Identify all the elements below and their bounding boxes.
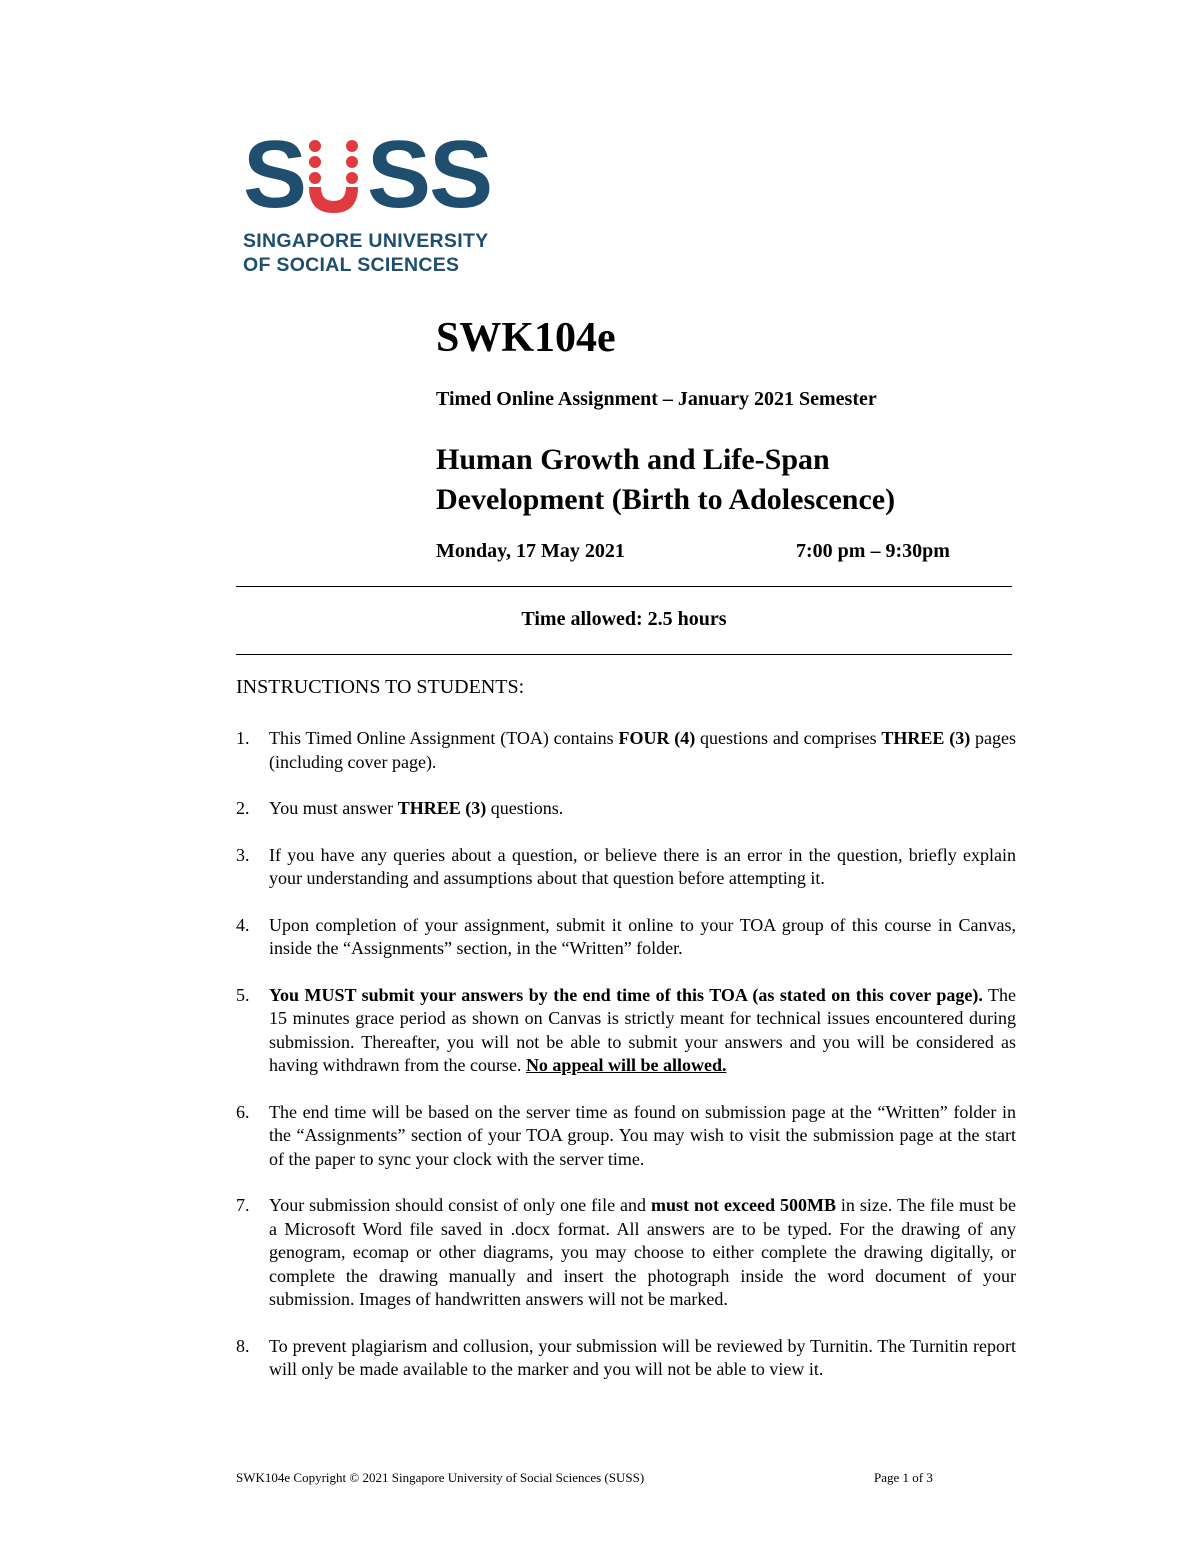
instruction-number: 6. [236,1101,250,1122]
instruction-item [236,984,1016,1078]
logo-subtitle-line2: OF SOCIAL SCIENCES [243,254,460,276]
instruction-item [236,1335,1016,1382]
instruction-emphasis: THREE (3) [881,728,971,748]
instruction-text: The end time will be based on the server time as found on submission page at the “Written” folder in the “Assignments” section of your TOA group. You may wish to visit the submission page at the start of the paper to sync your clock with the server time. [269,1101,1016,1169]
footer-page-number: Page 1 of 3 [874,1470,933,1485]
instruction-text: This Timed Online Assignment (TOA) contains [269,728,619,748]
instruction-item [236,727,1016,774]
exam-time: 7:00 pm – 9:30pm [796,540,950,562]
instruction-text: The 15 minutes grace period as shown on Canvas is strictly meant for technical issues encountered during submission. Thereafter, you will not be able to submit your answers and you will be considered as having withdrawn from the course. [269,984,1016,1075]
instruction-text: Your submission should consist of only one file and [269,1195,652,1215]
divider-top [236,586,1012,587]
exam-date: Monday, 17 May 2021 [436,540,625,562]
instruction-emphasis: FOUR (4) [618,728,696,748]
instruction-number: 8. [236,1335,250,1356]
course-title [436,440,895,520]
instruction-item [236,1101,1016,1172]
logo-letter-s3: S [429,121,492,228]
instruction-number: 5. [236,984,250,1005]
course-title-line2: Development (Birth to Adolescence) [436,483,896,516]
instruction-emphasis: must not exceed 500MB [651,1195,836,1215]
suss-logo [243,121,513,276]
instructions-list [236,727,1016,1405]
instruction-emphasis: No appeal will be allowed. [525,1055,727,1075]
instructions-heading: INSTRUCTIONS TO STUDENTS: [236,676,525,698]
instruction-text: To prevent plagiarism and collusion, your submission will be reviewed by Turnitin. The Turnitin report will only be made available to the marker and you will not be able to view it. [269,1335,1016,1379]
instruction-text: questions. [486,798,564,818]
instruction-text: in size. The file must be a Microsoft Word file saved in .docx format. All answers are to be typed. For the drawing of any genogram, ecomap or other diagrams, you may choose to either complete the drawing digitally, or complete the drawing manually and insert the photograph inside the word document of your submission. Images of handwritten answers will not be marked. [269,1195,1016,1309]
instruction-text: pages (including cover page). [269,728,1016,772]
logo-letter-s2: S [367,121,430,228]
instruction-number: 3. [236,844,250,865]
instruction-text: Upon completion of your assignment, submit it online to your TOA group of this course in Canvas, inside the “Assignments” section, in the “Written” folder. [269,914,1016,958]
logo-wordmark [243,121,513,228]
instruction-item [236,1194,1016,1312]
assignment-semester: Timed Online Assignment – January 2021 Semester [436,388,877,410]
instruction-item [236,914,1016,961]
instruction-number: 4. [236,914,250,935]
logo-u-dots-icon [305,135,367,215]
logo-letter-s1: S [243,121,306,228]
instruction-emphasis: THREE (3) [397,798,487,818]
logo-subtitle-line1: SINGAPORE UNIVERSITY [243,230,489,252]
course-code: SWK104e [436,315,616,361]
course-title-line1: Human Growth and Life-Span [436,443,830,476]
time-allowed: Time allowed: 2.5 hours [521,608,727,630]
instruction-text: You must answer [269,798,398,818]
instruction-number: 1. [236,728,250,748]
divider-bottom [236,654,1012,655]
instruction-item [236,844,1016,891]
instruction-number: 7. [236,1195,250,1215]
instruction-text: questions and comprises [695,728,882,748]
instruction-emphasis: You MUST submit your answers by the end time of this TOA (as stated on this cover page). [269,984,983,1005]
instruction-item [236,797,1016,821]
footer-copyright: SWK104e Copyright © 2021 Singapore University of Social Sciences (SUSS) [236,1470,645,1485]
instruction-text: If you have any queries about a question, or believe there is an error in the question, briefly explain your understanding and assumptions about that question before attempting it. [269,844,1016,888]
instruction-number: 2. [236,798,250,818]
logo-letter-u [305,135,367,215]
